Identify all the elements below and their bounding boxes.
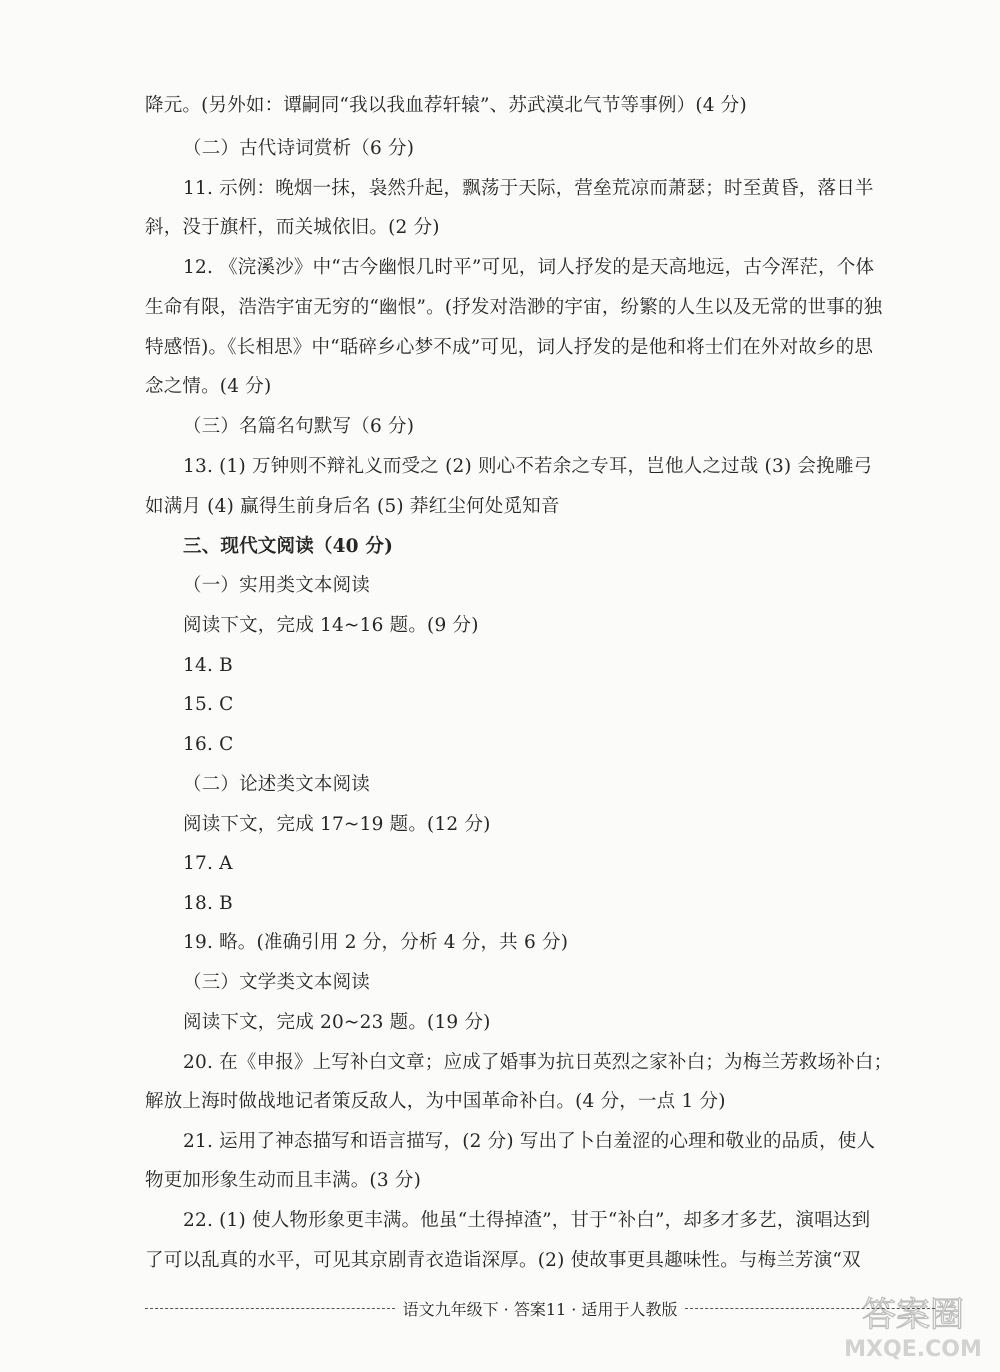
answer-line: 15. C <box>183 694 234 715</box>
watermark-logo <box>838 1284 988 1366</box>
footer-rule-left <box>145 1308 395 1309</box>
watermark-domain: MXQE.COM <box>844 1337 982 1362</box>
answer-line: 13. (1) 万钟则不辩礼义而受之 (2) 则心不若余之专耳，岂他人之过哉 (3) 会挽雕弓 <box>183 456 873 477</box>
instruction-line: 阅读下文，完成 14~16 题。(9 分) <box>183 615 479 636</box>
section-heading: （二）古代诗词赏析（6 分) <box>183 138 415 159</box>
text-line: 解放上海时做战地记者策反敌人，为中国革命补白。(4 分，一点 1 分) <box>145 1091 726 1112</box>
page-footer <box>145 1295 935 1321</box>
section-heading: （三）文学类文本阅读 <box>183 972 371 993</box>
text-line: 斜，没于旗杆，而关城依旧。(2 分) <box>145 217 440 238</box>
text-line: 降元。(另外如：谭嗣同“我以我血荐轩辕”、苏武漠北气节等事例）(4 分) <box>145 95 747 116</box>
text-line: 了可以乱真的水平，可见其京剧青衣造诣深厚。(2) 使故事更具趣味性。与梅兰芳演“双 <box>145 1250 861 1271</box>
text-line: 特感悟)。《长相思》中“聒碎乡心梦不成”可见，词人抒发的是他和将士们在外对故乡的思 <box>145 337 874 358</box>
section-heading: （一）实用类文本阅读 <box>183 575 371 596</box>
answer-line: 22. (1) 使人物形象更丰满。他虽“土得掉渣”，甘于“补白”，却多才多艺，演唱达到 <box>183 1210 871 1231</box>
answer-line: 19. 略。(准确引用 2 分，分析 4 分，共 6 分) <box>183 932 569 953</box>
footer-label: 语文九年级下 · 答案11 · 适用于人教版 <box>402 1299 678 1319</box>
answer-line: 20. 在《申报》上写补白文章；应成了婚事为抗日英烈之家补白；为梅兰芳救场补白； <box>183 1052 893 1073</box>
answer-line: 12. 《浣溪沙》中“古今幽恨几时平”可见，词人抒发的是天高地远，古今浑茫，个体 <box>183 257 875 278</box>
section-heading: （二）论述类文本阅读 <box>183 774 371 795</box>
text-line: 物更加形象生动而且丰满。(3 分) <box>145 1170 421 1191</box>
text-line: 生命有限，浩浩宇宙无穷的“幽恨”。(抒发对浩渺的宇宙，纷繁的人生以及无常的世事的独 <box>145 297 883 318</box>
answer-line: 14. B <box>183 655 233 676</box>
answer-line: 11. 示例：晚烟一抹，袅然升起，飘荡于天际，营垒荒凉而萧瑟；时至黄昏，落日半 <box>183 178 874 199</box>
part-heading: 三、现代文阅读（40 分) <box>183 536 394 557</box>
watermark-title: 答案圈 <box>862 1295 964 1335</box>
text-line: 念之情。(4 分) <box>145 376 272 397</box>
answer-line: 16. C <box>183 734 234 755</box>
answer-line: 18. B <box>183 893 233 914</box>
section-heading: （三）名篇名句默写（6 分) <box>183 416 415 437</box>
answer-line: 17. A <box>183 853 233 874</box>
text-line: 如满月 (4) 赢得生前身后名 (5) 莽红尘何处觅知音 <box>145 496 560 517</box>
instruction-line: 阅读下文，完成 20~23 题。(19 分) <box>183 1012 491 1033</box>
answer-line: 21. 运用了神态描写和语言描写，(2 分) 写出了卜白羞涩的心理和敬业的品质，使人 <box>183 1131 876 1152</box>
instruction-line: 阅读下文，完成 17~19 题。(12 分) <box>183 814 491 835</box>
